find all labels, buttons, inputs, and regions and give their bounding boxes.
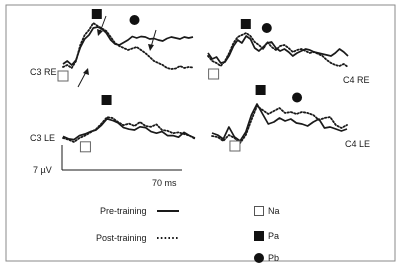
c3-re-pa-marker	[92, 9, 102, 19]
legend-pa-label: Pa	[268, 231, 280, 241]
legend-na-marker	[255, 207, 264, 216]
scale-bar-y-label: 7 µV	[33, 165, 52, 175]
legend-post-training-label: Post-training	[96, 233, 147, 243]
c4-re-pre-training-line	[208, 36, 348, 63]
c4-le-na-marker	[230, 141, 240, 151]
c4-re-pb-marker	[262, 23, 272, 33]
c3-le-pa-marker	[102, 95, 112, 105]
arrow-na-c3re	[78, 68, 89, 87]
legend-pa-marker	[254, 231, 264, 241]
panel-c3-re	[58, 9, 193, 81]
scale-bar-x-label: 70 ms	[152, 178, 177, 188]
c3-re-post-training-line	[63, 23, 193, 69]
c4-le-pre-training-line	[212, 104, 347, 141]
panel-label-c4-re: C4 RE	[343, 75, 370, 85]
arrow-pb-c3re	[148, 30, 156, 51]
c4-re-pa-marker	[241, 19, 251, 29]
c3-re-na-marker	[58, 71, 68, 81]
c4-re-na-marker	[209, 69, 219, 79]
c3-re-pre-training-line	[63, 27, 193, 65]
legend-pb-label: Pb	[268, 253, 280, 263]
c3-le-na-marker	[80, 142, 90, 152]
legend-pre-training-label: Pre-training	[100, 206, 147, 216]
figure-border	[6, 5, 395, 261]
c3-re-pb-marker	[130, 15, 140, 25]
c4-le-pa-marker	[256, 85, 266, 95]
legend-na-label: Na	[268, 206, 280, 216]
panel-label-c4-le: C4 LE	[345, 139, 371, 149]
legend-pb-marker	[254, 253, 264, 263]
panel-c4-le	[212, 85, 347, 151]
panel-c3-le	[63, 95, 195, 152]
c4-le-pb-marker	[292, 93, 302, 103]
c4-le-post-training-line	[212, 106, 347, 143]
panel-label-c3-re: C3 RE	[30, 67, 57, 77]
panel-label-c3-le: C3 LE	[30, 133, 56, 143]
panel-c4-re	[208, 19, 348, 79]
